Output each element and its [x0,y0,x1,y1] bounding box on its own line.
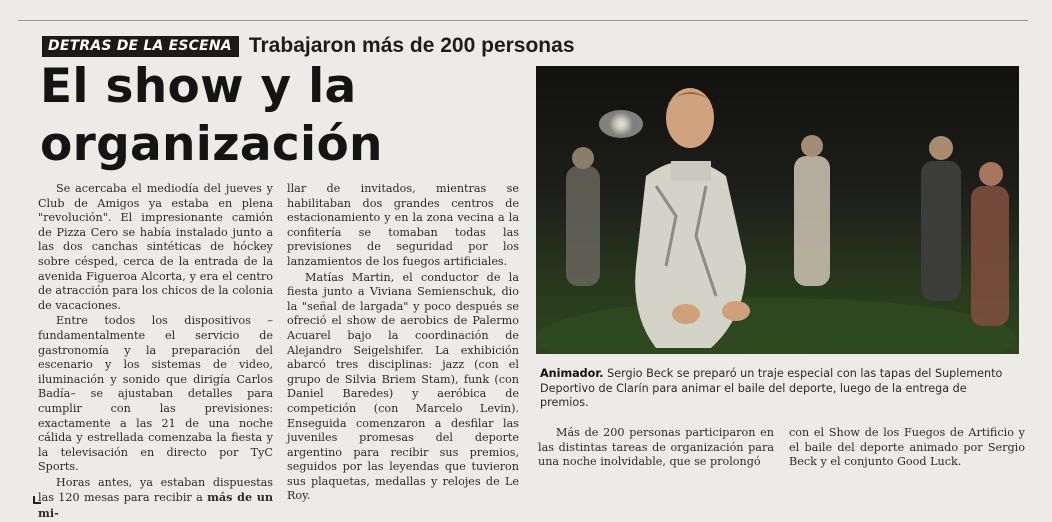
headline-line-1: El show y la [40,59,357,114]
news-photo [536,66,1019,354]
paragraph: Entre todos los dispositivos –fundamentalmente el servicio de gastronomía y la preparación del escenario y los sistemas de video, iluminación y sonido que dirigía Carlos Badía– se ajustaban detalles para cumplir con las previsiones: exactamente a las 21 de una noche cálida y estrellada comenzaba la fiesta y la televisación en directo por TyC Sports. [38,314,273,474]
paragraph: Se acercaba el mediodía del jueves y Club de Amigos ya estaba en plena "revolución". El impresionante camión de Pizza Cero se había instalado junto a las dos canchas sintéticas de hóckey sobre césped, cerca de la entrada de la avenida Figueroa Alcorta, y era el centro de atracción para los chicos de la colonia de vacaciones. [38,182,273,312]
article-column-1 [38,182,273,522]
paragraph: Matías Martin, el conductor de la fiesta junto a Viviana Semienschuk, dio la "señal de largada" y poco después se ofreció el show de aerobics de Palermo Acuarel bajo la coordinación de Alejandro Seigelshifer. La exhibición abarcó tres disciplinas: jazz (con el grupo de Silvia Briem Stam), funk (con Daniel Baredes) y aeróbica de competición (con Marcelo Levin). Enseguida comenzaron a desfilar las juveniles promesas del deporte argentino para recibir sus premios, seguidos por las leyendas que tuvieron sus plaquetas, medallas y relojes de Le Roy. [287,270,519,503]
top-rule [18,20,1028,21]
section-tag: DETRAS DE LA ESCENA [42,36,239,57]
article-column-4 [789,426,1025,470]
paragraph-bold-text: más de un mi- [38,490,273,521]
photo-caption [540,367,1010,411]
paragraph-text: Horas antes, ya estaban dispuestas las 120 mesas para recibir a [38,475,273,505]
caption-label: Animador. [540,367,604,380]
paragraph: con el Show de los Fuegos de Artificio y el baile del deporte animado por Sergio Beck y el conjunto Good Luck. [789,426,1025,469]
kicker-headline: Trabajaron más de 200 personas [248,34,575,57]
paragraph: llar de invitados, mientras se habilitaban dos grandes centros de estacionamiento y en la zona vecina a la confitería se tomaban todas las previsiones de seguridad por los lanzamientos de los fuegos artificiales. [287,182,519,268]
kicker [42,34,575,58]
caption-text: Sergio Beck se preparó un traje especial con las tapas del Suplemento Deportivo de Clarín para animar el baile del deporte, luego de la entrega de premios. [540,367,1003,410]
headline-line-2: organización [40,117,383,172]
article-column-2 [287,182,519,504]
article-column-3 [538,426,774,470]
photo-illustration [536,66,1019,354]
paragraph [38,476,273,522]
page-corner-mark [33,496,41,504]
paragraph: Más de 200 personas participaron en las distintas tareas de organización para una noche inolvidable, que se prolongó [538,426,774,469]
headline [40,58,520,174]
